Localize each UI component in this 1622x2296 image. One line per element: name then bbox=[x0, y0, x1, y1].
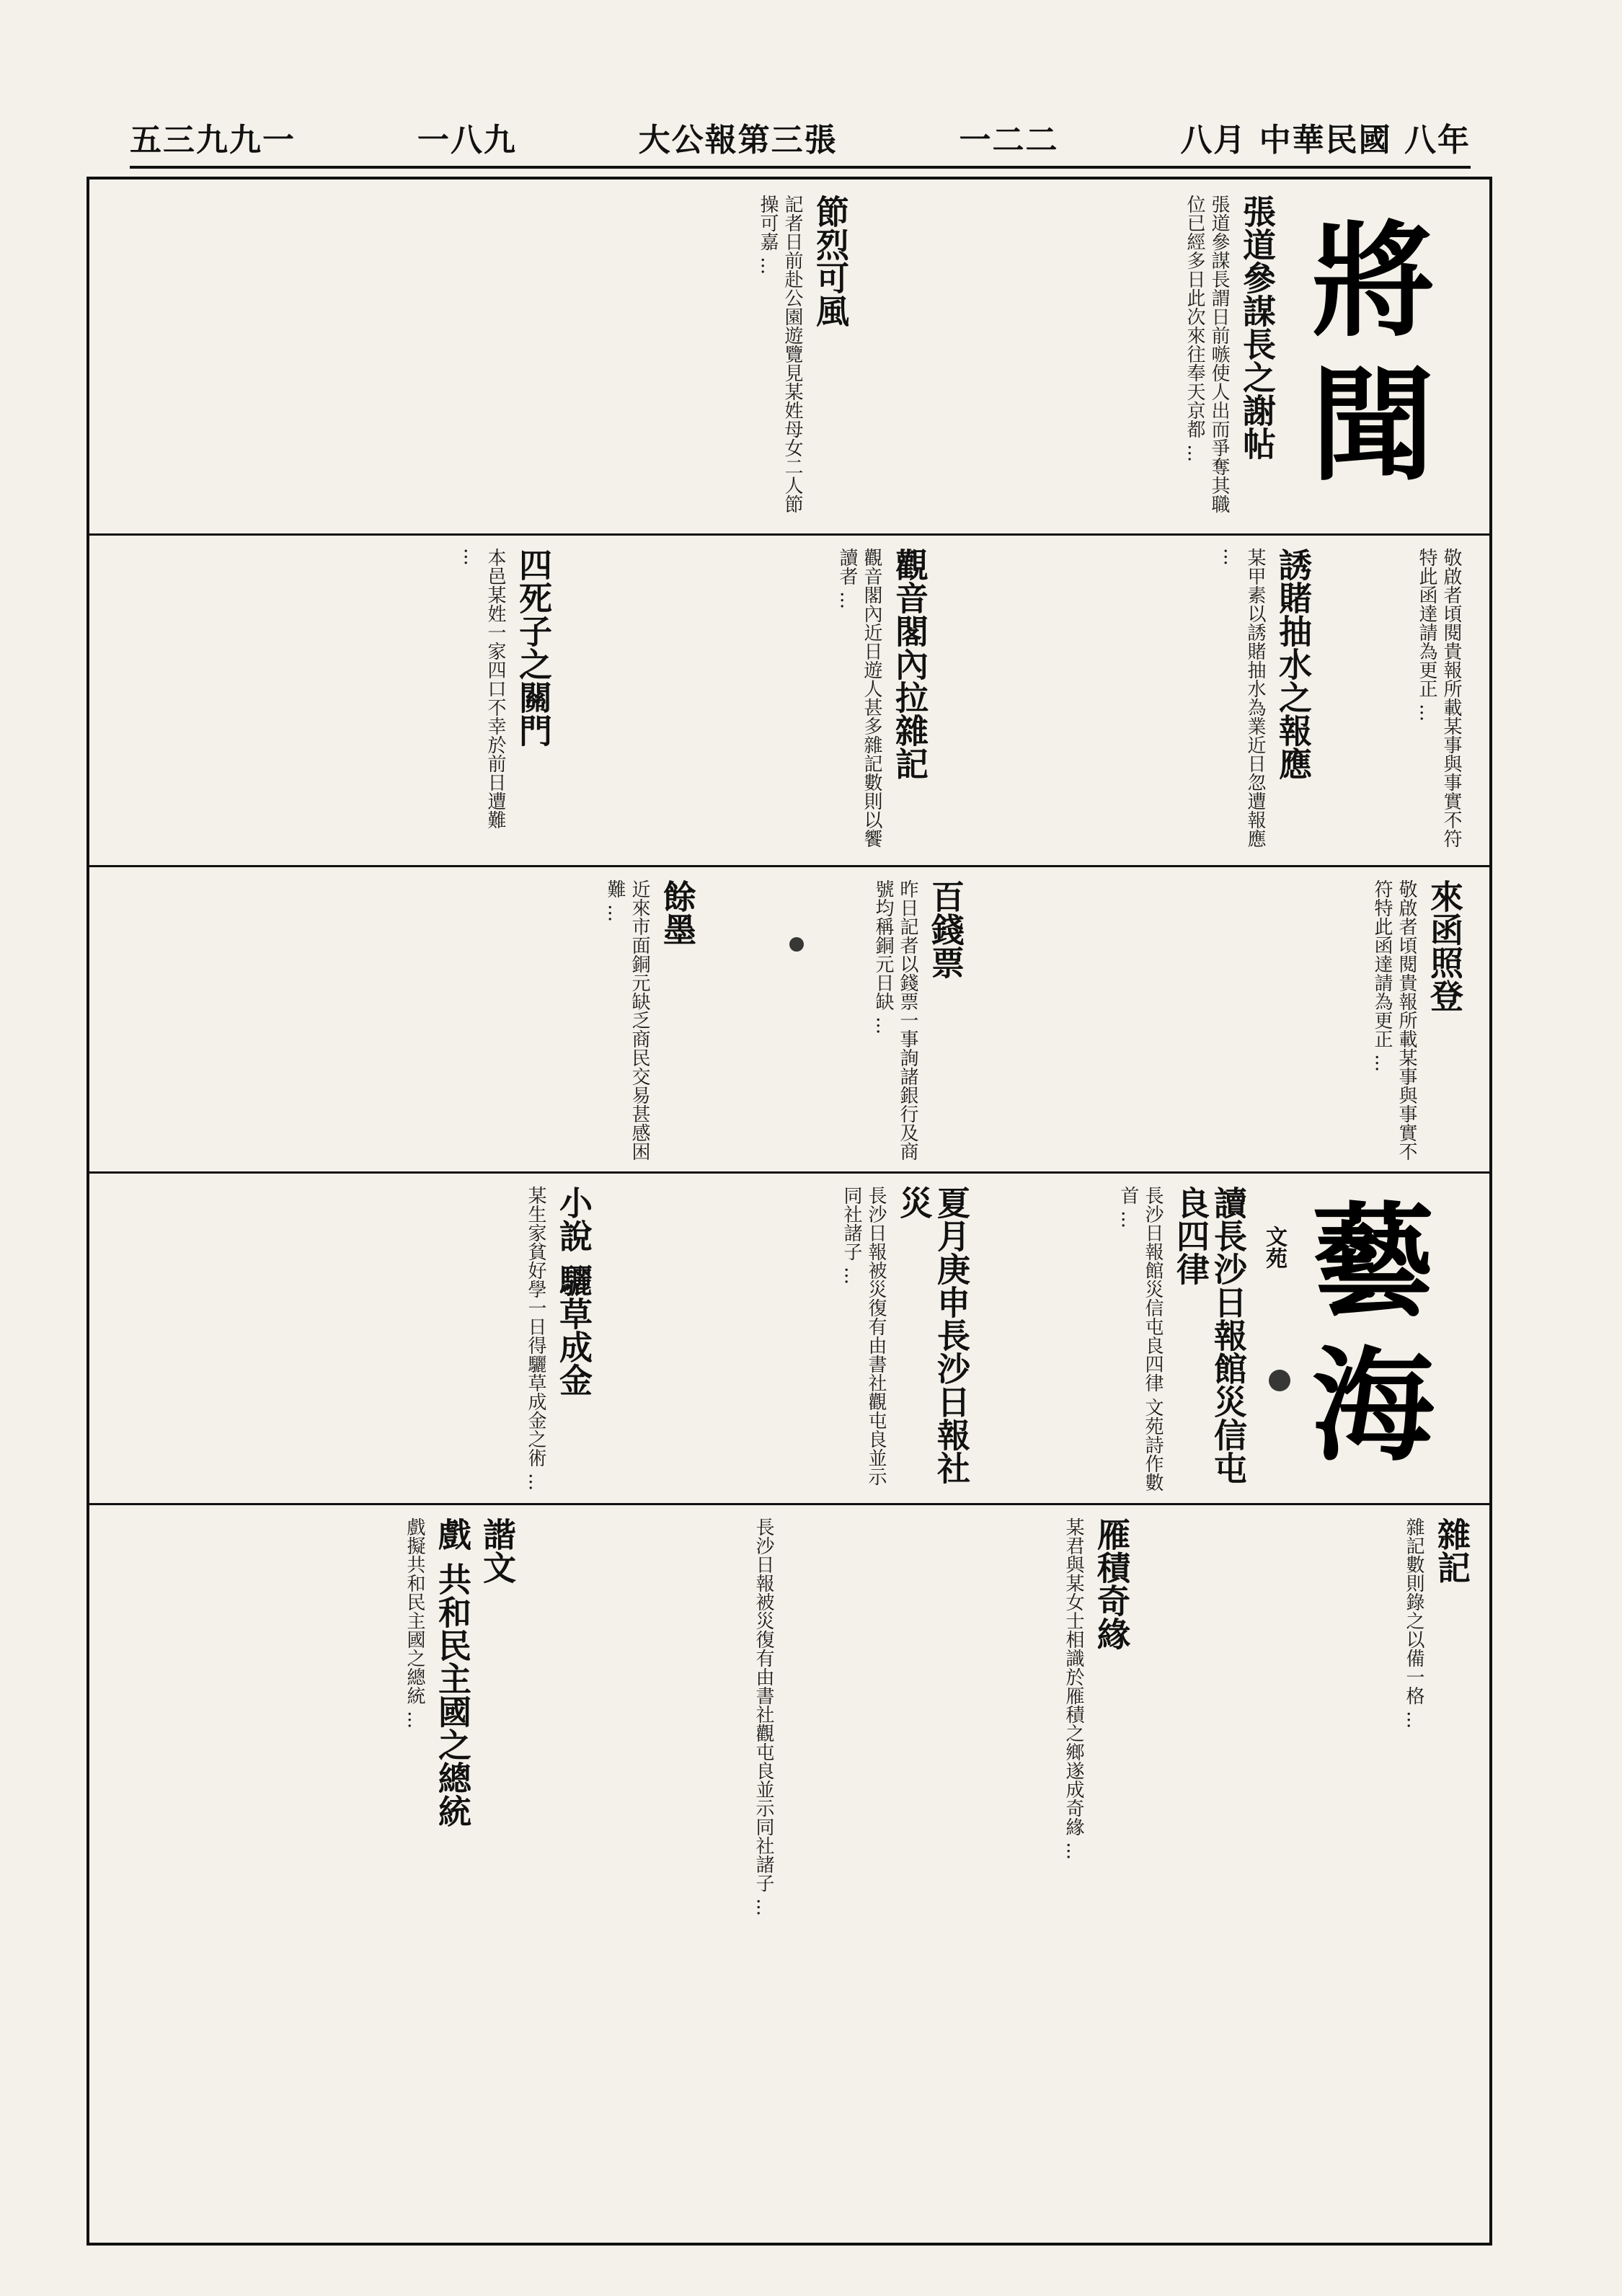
article-title: 誘賭抽水之報應 bbox=[1274, 548, 1313, 780]
article-body: 雜記數則錄之以備一格 ... bbox=[1403, 1517, 1424, 1729]
article-body: 長沙日報被災復有由書社觀屯良並示同社諸子 ... bbox=[841, 1186, 887, 1486]
paper-name: 大公報第三張 bbox=[638, 122, 838, 159]
article-title: 來函照登 bbox=[1425, 879, 1464, 1012]
article-body: 長沙日報館災信屯良四律 文苑詩作數首 ... bbox=[1117, 1186, 1164, 1492]
article-title: 讀長沙日報館災信屯良四律 bbox=[1171, 1186, 1248, 1484]
article-body: 某生家貧好學一日得驪草成金之術 ... bbox=[525, 1186, 546, 1491]
article-body: 記者日前赴公園遊覽見某姓母女二人節操可嘉 ... bbox=[757, 195, 803, 513]
issue-mark-1: 一八九 bbox=[417, 122, 517, 159]
article-title: 小說 驪草成金 bbox=[554, 1186, 593, 1397]
article-title: 雜記 bbox=[1432, 1517, 1471, 1584]
article-body: 張道參謀長謂日前嗾使人出而爭奪其職位已經多日此次來往奉天京都 ... bbox=[1184, 195, 1230, 513]
date-left: 五三九九一 bbox=[130, 122, 296, 159]
article-title: 戲 共和民主國之總統 bbox=[433, 1517, 472, 1828]
article-title: 張道參謀長之謝帖 bbox=[1238, 195, 1277, 460]
scan-smudge bbox=[1269, 1370, 1290, 1391]
section-title-yihai: 藝海 bbox=[1290, 1197, 1435, 1485]
article-body: 昨日記者以錢票一事詢諸銀行及商號均稱銅元日缺 ... bbox=[872, 879, 918, 1161]
article-body: 某甲素以誘賭抽水為業近日忽遭報應 ... bbox=[1220, 548, 1266, 848]
wenyuan-label: 文苑 bbox=[1262, 1225, 1287, 1269]
scan-smudge bbox=[789, 937, 804, 952]
divider bbox=[87, 865, 1492, 867]
article-title: 餘墨 bbox=[658, 879, 697, 946]
divider bbox=[87, 533, 1492, 536]
article-body: 本邑某姓一家四口不幸於前日遭難 ... bbox=[460, 548, 506, 829]
article-title: 夏月庚申長沙日報社災 bbox=[895, 1186, 971, 1484]
article-title: 雁積奇緣 bbox=[1092, 1517, 1131, 1650]
row-4 bbox=[108, 1186, 1247, 1496]
article-body: 觀音閣內近日遊人甚多雜記數則以饗讀者 ... bbox=[836, 548, 882, 848]
article-title: 觀音閣內拉雜記 bbox=[890, 548, 929, 780]
article-title: 節烈可風 bbox=[811, 195, 850, 327]
issue-mark-2: 一二二 bbox=[959, 122, 1059, 159]
article-title: 百錢票 bbox=[926, 879, 965, 979]
article-body: 戲擬共和民主國之總統 ... bbox=[404, 1517, 425, 1729]
date-right: 八月 中華民國 八年 bbox=[1180, 122, 1471, 159]
row-1 bbox=[108, 195, 1276, 519]
masthead bbox=[130, 108, 1471, 169]
divider bbox=[87, 1171, 1492, 1174]
row-3 bbox=[108, 879, 1463, 1161]
article-body: 近來市面銅元缺乏商民交易甚感困難 ... bbox=[604, 879, 650, 1161]
article-title: 四死子之關門 bbox=[514, 548, 553, 747]
section-title-jianwen: 將聞 bbox=[1290, 216, 1435, 505]
divider bbox=[87, 1503, 1492, 1505]
row-5 bbox=[108, 1517, 1471, 2231]
article-body: 某君與某女士相識於雁積之鄉遂成奇緣 ... bbox=[1063, 1517, 1084, 1861]
article-body: 長沙日報被災復有由書社觀屯良並示同社諸子 ... bbox=[753, 1517, 774, 1917]
article-title: 諧文 bbox=[478, 1517, 517, 1584]
article-body: 敬啟者頃閱貴報所載某事與事實不符特此函達請為更正 ... bbox=[1371, 879, 1417, 1161]
article-body: 敬啟者頃閱貴報所載某事與事實不符特此函達請為更正 ... bbox=[1416, 548, 1462, 848]
row-2 bbox=[108, 548, 1463, 851]
